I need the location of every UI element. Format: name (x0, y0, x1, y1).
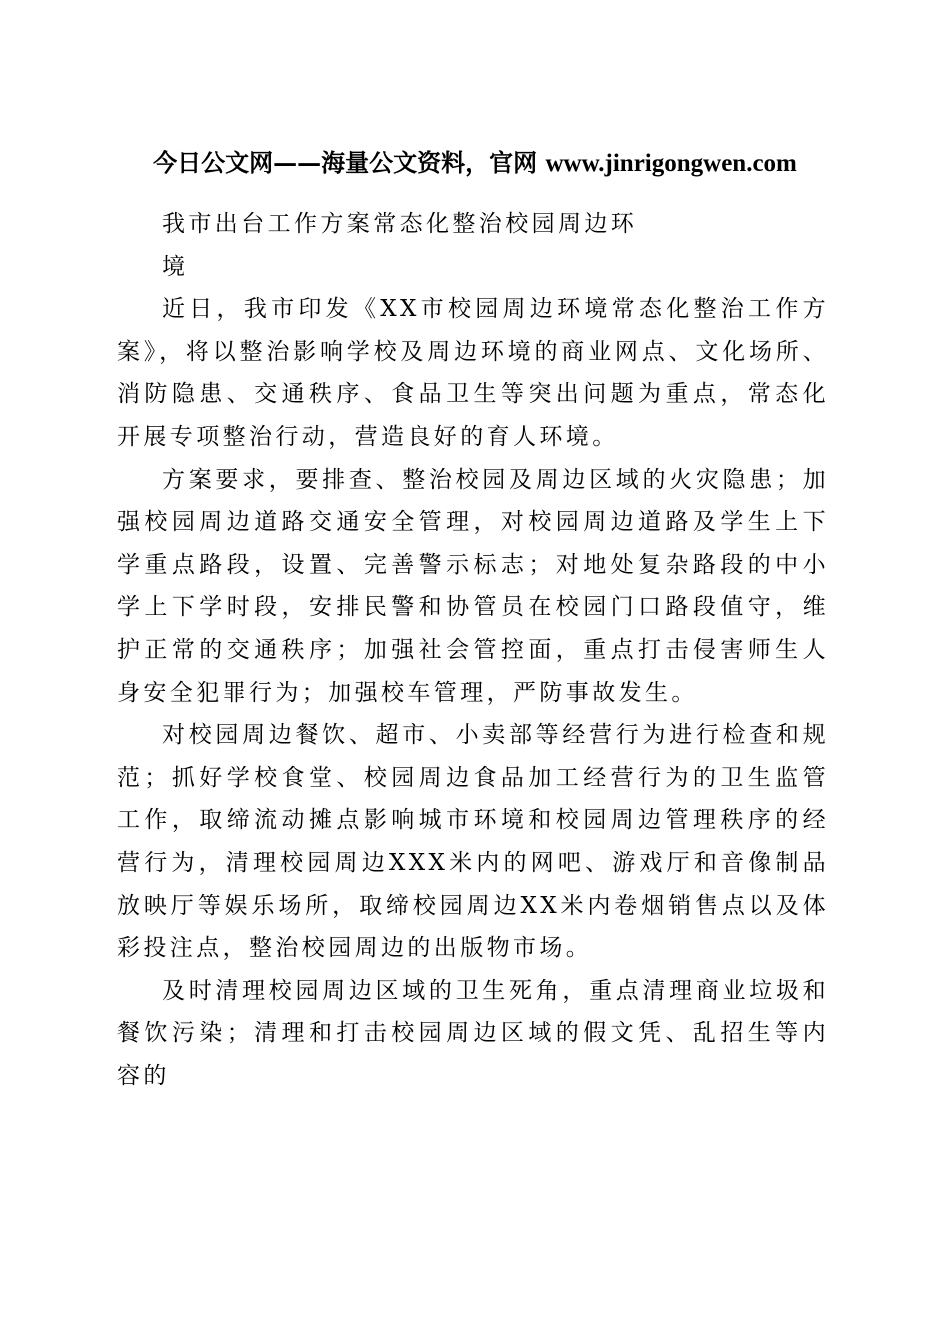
article-title-line1: 我市出台工作方案常态化整治校园周边环 (162, 211, 638, 237)
article-title (117, 203, 829, 288)
header-prefix: 今日公文网——海量公文资料，官网 (153, 148, 546, 177)
article-body (117, 203, 829, 1097)
header-url: www.jinrigongwen.com (545, 150, 797, 177)
paragraph-2: 方案要求，要排查、整治校园及周边区域的火灾隐患；加强校园周边道路交通安全管理，对校园周边道路及学生上下学重点路段，设置、完善警示标志；对地处复杂路段的中小学上下学时段，安排民警和协管员在校园门口路段值守，维护正常的交通秩序；加强社会管控面，重点打击侵害师生人身安全犯罪行为；加强校车管理，严防事故发生。 (117, 466, 829, 706)
paragraph-1: 近日，我市印发《XX市校园周边环境常态化整治工作方案》，将以整治影响学校及周边环境的商业网点、文化场所、消防隐患、交通秩序、食品卫生等突出问题为重点，常态化开展专项整治行动，营造良好的育人环境。 (117, 296, 829, 450)
paragraph-4: 及时清理校园周边区域的卫生死角，重点清理商业垃圾和餐饮污染；清理和打击校园周边区域的假文凭、乱招生等内容的 (117, 977, 829, 1089)
paragraph-3: 对校园周边餐饮、超市、小卖部等经营行为进行检查和规范；抓好学校食堂、校园周边食品加工经营行为的卫生监管工作，取缔流动摊点影响城市环境和校园周边管理秩序的经营行为，清理校园周边XXX米内的网吧、游戏厅和音像制品放映厅等娱乐场所，取缔校园周边XX米内卷烟销售点以及体彩投注点，整治校园周边的出版物市场。 (117, 722, 829, 962)
site-header (0, 143, 950, 184)
article-title-line2: 境 (162, 253, 189, 280)
